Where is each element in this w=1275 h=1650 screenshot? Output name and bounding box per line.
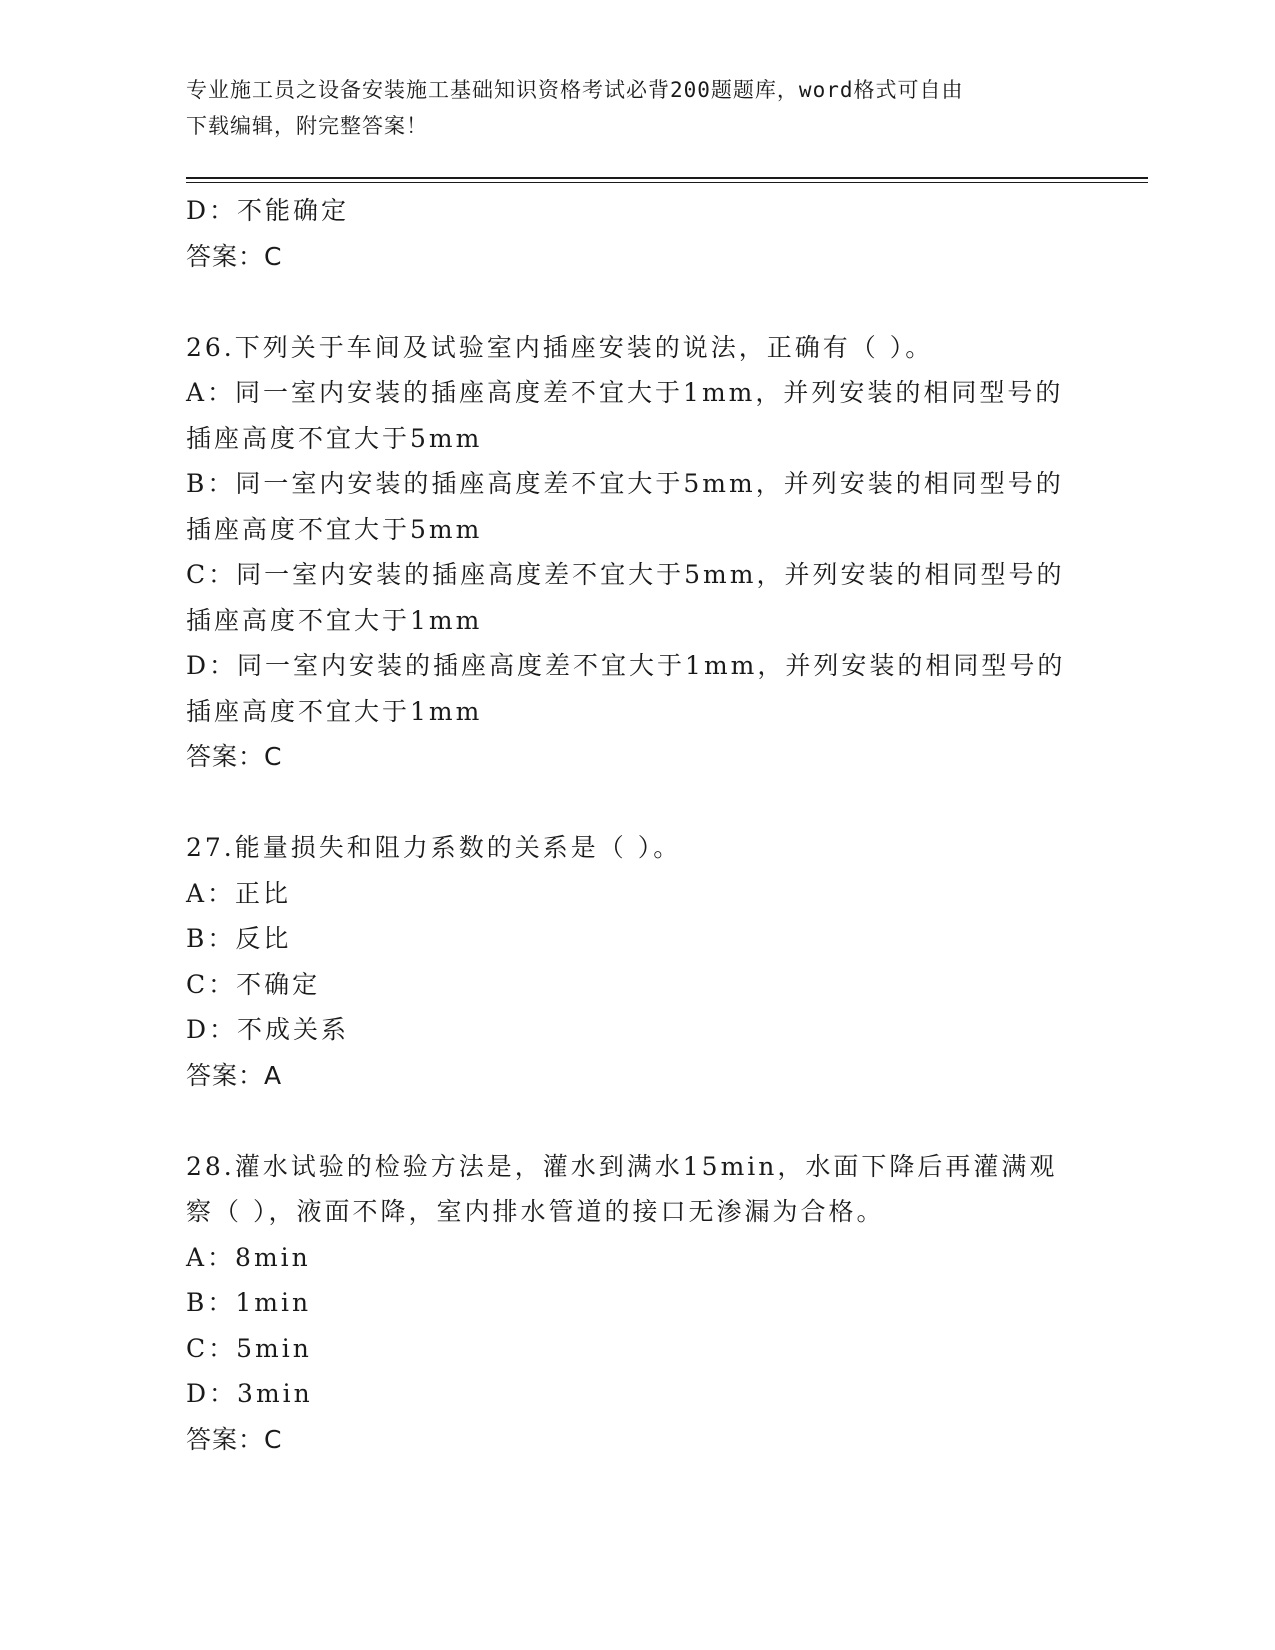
option-a: A：8min (186, 1242, 311, 1272)
option-a-line-2: 插座高度不宜大于5mm (186, 423, 483, 453)
option-a-line-1: A：同一室内安装的插座高度差不宜大于1mm，并列安装的相同型号的 (186, 378, 1064, 407)
option-b: B：反比 (186, 924, 292, 953)
option-b-line-1: B：同一室内安装的插座高度差不宜大于5mm，并列安装的相同型号的 (186, 469, 1064, 498)
option-c: C：不确定 (186, 969, 321, 999)
option-a: A：正比 (186, 878, 292, 908)
option-c: C：5min (186, 1333, 312, 1363)
question-content (186, 188, 1066, 1462)
header-line-2: 下载编辑，附完整答案！ (186, 114, 428, 138)
question-stem-line-1: 28.灌水试验的检验方法是，灌水到满水15min，水面下降后再灌满观 (186, 1151, 1058, 1181)
answer-line: 答案：C (186, 742, 283, 771)
option-b-line-2: 插座高度不宜大于5mm (186, 514, 483, 544)
option-d: D：不成关系 (186, 1015, 350, 1044)
option-d: D：3min (186, 1379, 313, 1408)
answer-line: 答案：A (186, 1060, 283, 1090)
question-27 (186, 825, 1066, 1098)
option-d-line-1: D：同一室内安装的插座高度差不宜大于1mm，并列安装的相同型号的 (186, 651, 1066, 680)
option-c-line-1: C：同一室内安装的插座高度差不宜大于5mm，并列安装的相同型号的 (186, 560, 1065, 589)
spacer (186, 780, 1066, 826)
spacer (186, 1098, 1066, 1144)
question-stem: 27.能量损失和阻力系数的关系是（ ）。 (186, 833, 682, 862)
option-b: B：1min (186, 1288, 312, 1317)
question-stem: 26.下列关于车间及试验室内插座安装的说法，正确有（ ）。 (186, 332, 934, 362)
document-header (186, 72, 1066, 144)
question-25-tail (186, 188, 1066, 279)
answer-line: 答案：C (186, 1424, 283, 1454)
header-divider-thin (186, 182, 1148, 183)
spacer (186, 279, 1066, 325)
question-26 (186, 325, 1066, 780)
header-divider-thick (186, 177, 1148, 179)
question-stem-line-2: 察（ ），液面不降，室内排水管道的接口无渗漏为合格。 (186, 1197, 885, 1226)
question-28 (186, 1144, 1066, 1463)
option-d-line-2: 插座高度不宜大于1mm (186, 696, 483, 726)
option-d: D：不能确定 (186, 196, 350, 225)
option-c-line-2: 插座高度不宜大于1mm (186, 605, 483, 635)
answer-line: 答案：C (186, 241, 283, 271)
header-line-1: 专业施工员之设备安装施工基础知识资格考试必背200题题库，word格式可自由 (186, 78, 964, 102)
document-page (186, 0, 1146, 1650)
